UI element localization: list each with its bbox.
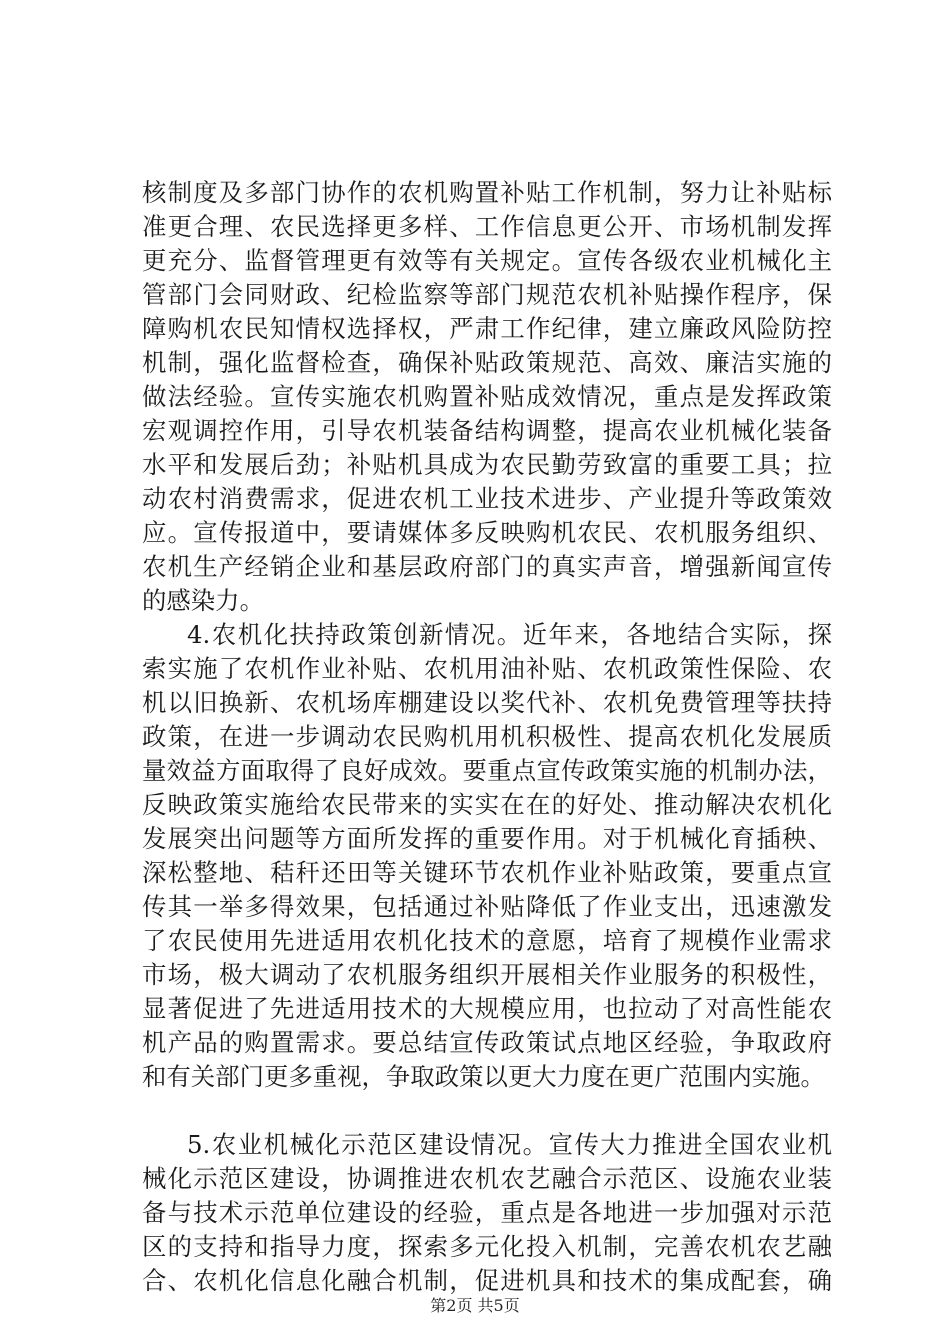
text-line: 农机生产经销企业和基层政府部门的真实声音，增强新闻宣传 [142, 552, 832, 581]
text-line: 核制度及多部门协作的农机购置补贴工作机制，努力让补贴标 [142, 178, 832, 207]
text-line: 市场，极大调动了农机服务组织开展相关作业服务的积极性， [142, 960, 832, 989]
text-line: 障购机农民知情权选择权，严肃工作纪律，建立廉政风险防控 [142, 314, 832, 343]
text-line: 反映政策实施给农民带来的实实在在的好处、推动解决农机化 [142, 790, 832, 819]
text-line: 备与技术示范单位建设的经验，重点是各地进一步加强对示范 [142, 1198, 832, 1227]
text-line: 4.农机化扶持政策创新情况。近年来，各地结合实际，探 [187, 620, 832, 649]
text-line: 机以旧换新、农机场库棚建设以奖代补、农机免费管理等扶持 [142, 688, 832, 717]
text-line: 械化示范区建设，协调推进农机农艺融合示范区、设施农业装 [142, 1164, 832, 1193]
text-line: 合、农机化信息化融合机制，促进机具和技术的集成配套，确 [142, 1266, 832, 1295]
text-line: 准更合理、农民选择更多样、工作信息更公开、市场机制发挥 [142, 212, 832, 241]
paragraph-spacer [142, 1094, 832, 1128]
text-line: 动农村消费需求，促进农机工业技术进步、产业提升等政策效 [142, 484, 832, 513]
text-line: 更充分、监督管理更有效等有关规定。宣传各级农业机械化主 [142, 246, 832, 275]
text-line: 深松整地、秸秆还田等关键环节农机作业补贴政策，要重点宣 [142, 858, 832, 887]
paragraph-subsidy-promotion [142, 176, 832, 618]
text-line: 量效益方面取得了良好成效。要重点宣传政策实施的机制办法， [142, 756, 832, 785]
text-line: 的感染力。 [142, 586, 264, 615]
text-line: 了农民使用先进适用农机化技术的意愿，培育了规模作业需求 [142, 926, 832, 955]
text-line: 机制，强化监督检查，确保补贴政策规范、高效、廉洁实施的 [142, 348, 832, 377]
text-line: 5.农业机械化示范区建设情况。宣传大力推进全国农业机 [187, 1130, 832, 1159]
text-line: 做法经验。宣传实施农机购置补贴成效情况，重点是发挥政策 [142, 382, 832, 411]
text-line: 发展突出问题等方面所发挥的重要作用。对于机械化育插秧、 [142, 824, 832, 853]
text-line: 宏观调控作用，引导农机装备结构调整，提高农业机械化装备 [142, 416, 832, 445]
text-line: 管部门会同财政、纪检监察等部门规范农机补贴操作程序，保 [142, 280, 832, 309]
page-number-footer: 第2页 共5页 [430, 1296, 520, 1315]
document-body [142, 176, 832, 1298]
text-line: 传其一举多得效果，包括通过补贴降低了作业支出，迅速激发 [142, 892, 832, 921]
text-line: 机产品的购置需求。要总结宣传政策试点地区经验，争取政府 [142, 1028, 832, 1057]
text-line: 和有关部门更多重视，争取政策以更大力度在更广范围内实施。 [142, 1062, 825, 1091]
text-line: 区的支持和指导力度，探索多元化投入机制，完善农机农艺融 [142, 1232, 832, 1261]
text-line: 显著促进了先进适用技术的大规模应用，也拉动了对高性能农 [142, 994, 832, 1023]
paragraph-demo-zone [142, 1128, 832, 1298]
text-line: 政策，在进一步调动农民购机用机积极性、提高农机化发展质 [142, 722, 832, 751]
paragraph-policy-innovation [142, 618, 832, 1094]
text-line: 水平和发展后劲；补贴机具成为农民勤劳致富的重要工具；拉 [142, 450, 832, 479]
text-line: 应。宣传报道中，要请媒体多反映购机农民、农机服务组织、 [142, 518, 832, 547]
text-line: 索实施了农机作业补贴、农机用油补贴、农机政策性保险、农 [142, 654, 832, 683]
